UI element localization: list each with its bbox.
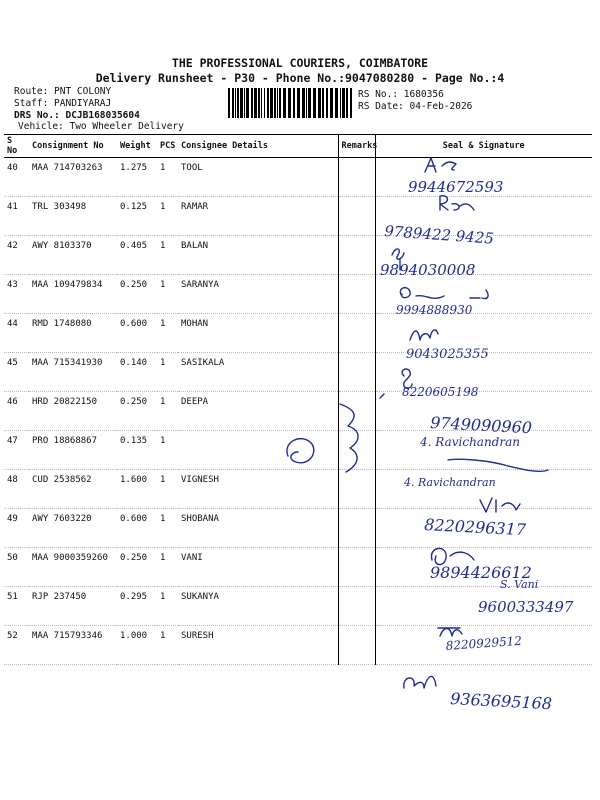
cell-signature xyxy=(375,431,592,470)
handwritten-phone: 9894426612 xyxy=(430,563,532,582)
barcode-bar xyxy=(308,88,311,118)
barcode-bar xyxy=(264,88,265,118)
runsheet-subtitle: Delivery Runsheet - P30 - Phone No.:9047080280 - Page No.:4 xyxy=(95,71,505,85)
barcode-bar xyxy=(258,88,260,118)
cell-remarks xyxy=(338,236,375,275)
cell-sno: 49 xyxy=(4,509,29,548)
table-row xyxy=(4,275,592,314)
barcode-bar xyxy=(342,88,345,118)
cell-weight: 0.250 xyxy=(117,548,157,587)
handwritten-phone: 8220605198 xyxy=(402,385,479,399)
cell-remarks xyxy=(338,470,375,509)
cell-weight: 0.135 xyxy=(117,431,157,470)
cell-pcs: 1 xyxy=(157,275,178,314)
barcode-bar xyxy=(326,88,328,118)
table-row xyxy=(4,353,592,392)
barcode-bar xyxy=(254,88,257,118)
cell-weight: 0.140 xyxy=(117,353,157,392)
col-signature: Seal & Signature xyxy=(375,135,592,158)
cell-signature xyxy=(375,275,592,314)
route-label: Route: PNT COLONY xyxy=(14,86,112,97)
handwritten-phone: 9944672593 xyxy=(408,178,504,196)
table-row xyxy=(4,197,592,236)
barcode-bar xyxy=(335,88,338,118)
table-row xyxy=(4,158,592,197)
cell-weight: 0.250 xyxy=(117,275,157,314)
rs-date: RS Date: 04-Feb-2026 xyxy=(358,101,473,112)
barcode-bar xyxy=(350,88,352,118)
vehicle-label: Vehicle: Two Wheeler Delivery xyxy=(18,121,184,132)
barcode-image xyxy=(228,88,354,118)
cell-consignment: AWY 7603220 xyxy=(29,509,117,548)
cell-pcs: 1 xyxy=(157,158,178,197)
cell-weight: 0.250 xyxy=(117,392,157,431)
col-remarks: Remarks xyxy=(338,135,375,158)
cell-remarks xyxy=(338,197,375,236)
cell-signature xyxy=(375,509,592,548)
cell-consignee: DEEPA xyxy=(178,392,338,431)
cell-sno: 46 xyxy=(4,392,29,431)
cell-consignee: VANI xyxy=(178,548,338,587)
handwritten-phone: 9994888930 xyxy=(396,303,473,317)
cell-signature xyxy=(375,236,592,275)
cell-signature xyxy=(375,197,592,236)
barcode-bar xyxy=(232,88,234,118)
barcode-bar xyxy=(322,88,324,118)
cell-sno: 45 xyxy=(4,353,29,392)
signature-mark xyxy=(404,676,436,688)
barcode-bar xyxy=(228,88,230,118)
cell-weight: 1.600 xyxy=(117,470,157,509)
table-row xyxy=(4,548,592,587)
table-row xyxy=(4,509,592,548)
col-pcs: PCS xyxy=(157,135,178,158)
cell-consignment: TRL 303498 xyxy=(29,197,117,236)
barcode-bar xyxy=(235,88,236,118)
cell-consignee: BALAN xyxy=(178,236,338,275)
drs-number: DRS No.: DCJB168035604 xyxy=(14,110,140,121)
barcode-bar xyxy=(240,88,243,118)
handwritten-phone: 9600333497 xyxy=(478,598,574,616)
barcode-bar xyxy=(270,88,273,118)
cell-signature xyxy=(375,314,592,353)
barcode-bar xyxy=(244,88,245,118)
barcode-bar xyxy=(302,88,305,118)
cell-consignee xyxy=(178,431,338,470)
handwritten-name: 4. Ravichandran xyxy=(404,476,496,489)
cell-pcs: 1 xyxy=(157,314,178,353)
runsheet-table xyxy=(4,134,592,665)
cell-weight: 0.600 xyxy=(117,509,157,548)
table-header-row xyxy=(4,135,592,158)
cell-sno: 48 xyxy=(4,470,29,509)
cell-sno: 51 xyxy=(4,587,29,626)
cell-signature xyxy=(375,626,592,665)
handwritten-phone: 9789422 9425 xyxy=(383,222,495,248)
table-row xyxy=(4,431,592,470)
barcode-bar xyxy=(251,88,253,118)
cell-remarks xyxy=(338,587,375,626)
barcode-bar xyxy=(279,88,281,118)
cell-consignee: SASIKALA xyxy=(178,353,338,392)
col-weight: Weight xyxy=(117,135,157,158)
cell-consignee: VIGNESH xyxy=(178,470,338,509)
cell-sno: 43 xyxy=(4,275,29,314)
barcode-bar xyxy=(274,88,276,118)
cell-pcs: 1 xyxy=(157,236,178,275)
cell-remarks xyxy=(338,314,375,353)
cell-consignment: MAA 9000359260 xyxy=(29,548,117,587)
cell-pcs: 1 xyxy=(157,353,178,392)
rs-number: RS No.: 1680356 xyxy=(358,89,444,100)
cell-consignment: MAA 715793346 xyxy=(29,626,117,665)
barcode-bar xyxy=(318,88,321,118)
cell-consignment: PRO 18868867 xyxy=(29,431,117,470)
cell-consignment: CUD 2538562 xyxy=(29,470,117,509)
handwritten-phone: 9043025355 xyxy=(406,347,489,362)
cell-signature xyxy=(375,548,592,587)
cell-sno: 41 xyxy=(4,197,29,236)
cell-pcs: 1 xyxy=(157,197,178,236)
cell-consignee: SUKANYA xyxy=(178,587,338,626)
cell-weight: 0.125 xyxy=(117,197,157,236)
cell-remarks xyxy=(338,626,375,665)
barcode-bar xyxy=(267,88,269,118)
cell-pcs: 1 xyxy=(157,626,178,665)
cell-pcs: 1 xyxy=(157,587,178,626)
table-row xyxy=(4,470,592,509)
cell-sno: 50 xyxy=(4,548,29,587)
cell-consignee: SHOBANA xyxy=(178,509,338,548)
cell-remarks xyxy=(338,353,375,392)
cell-weight: 0.295 xyxy=(117,587,157,626)
barcode-bar xyxy=(340,88,341,118)
cell-pcs: 1 xyxy=(157,392,178,431)
cell-signature xyxy=(375,470,592,509)
handwritten-phone: 8220929512 xyxy=(445,633,523,653)
col-consignment: Consignment No xyxy=(29,135,117,158)
table-row xyxy=(4,314,592,353)
handwritten-name: 4. Ravichandran xyxy=(420,435,520,449)
cell-remarks xyxy=(338,548,375,587)
cell-consignee: TOOL xyxy=(178,158,338,197)
barcode-bar xyxy=(293,88,295,118)
barcode-bar xyxy=(313,88,316,118)
cell-sno: 40 xyxy=(4,158,29,197)
cell-consignee: SARANYA xyxy=(178,275,338,314)
cell-consignee: MOHAN xyxy=(178,314,338,353)
cell-weight: 1.275 xyxy=(117,158,157,197)
cell-weight: 0.600 xyxy=(117,314,157,353)
cell-sno: 47 xyxy=(4,431,29,470)
barcode-bar xyxy=(288,88,291,118)
table-row xyxy=(4,587,592,626)
cell-remarks xyxy=(338,509,375,548)
cell-remarks xyxy=(338,158,375,197)
table-row xyxy=(4,236,592,275)
cell-consignment: MAA 715341930 xyxy=(29,353,117,392)
barcode-bar xyxy=(277,88,278,118)
cell-sno: 44 xyxy=(4,314,29,353)
handwritten-phone: 9749090960 xyxy=(429,413,533,438)
cell-consignment: RMD 1748080 xyxy=(29,314,117,353)
cell-consignment: AWY 8103370 xyxy=(29,236,117,275)
barcode-bar xyxy=(237,88,239,118)
cell-pcs: 1 xyxy=(157,470,178,509)
cell-remarks xyxy=(338,275,375,314)
cell-signature xyxy=(375,587,592,626)
barcode-bar xyxy=(346,88,348,118)
cell-signature xyxy=(375,392,592,431)
cell-signature xyxy=(375,158,592,197)
handwritten-phone: 9894030008 xyxy=(380,261,476,279)
col-sno: S No xyxy=(4,135,29,158)
handwritten-phone: 8220296317 xyxy=(423,515,527,540)
cell-pcs: 1 xyxy=(157,548,178,587)
barcode-bar xyxy=(330,88,333,118)
barcode-bar xyxy=(261,88,262,118)
barcode-bar xyxy=(306,88,307,118)
cell-consignment: RJP 237450 xyxy=(29,587,117,626)
cell-pcs: 1 xyxy=(157,509,178,548)
barcode-bar xyxy=(297,88,300,118)
cell-consignment: MAA 109479834 xyxy=(29,275,117,314)
cell-consignment: MAA 714703263 xyxy=(29,158,117,197)
cell-consignment: HRD 20822150 xyxy=(29,392,117,431)
handwritten-phone: 9363695168 xyxy=(449,689,553,714)
col-consignee: Consignee Details xyxy=(178,135,338,158)
table-row xyxy=(4,392,592,431)
cell-consignee: RAMAR xyxy=(178,197,338,236)
cell-weight: 1.000 xyxy=(117,626,157,665)
cell-weight: 0.405 xyxy=(117,236,157,275)
cell-pcs: 1 xyxy=(157,431,178,470)
cell-consignee: SURESH xyxy=(178,626,338,665)
cell-remarks xyxy=(338,392,375,431)
cell-sno: 42 xyxy=(4,236,29,275)
handwritten-name: S. Vani xyxy=(500,578,539,591)
barcode-bar xyxy=(246,88,249,118)
cell-signature xyxy=(375,353,592,392)
barcode-bar xyxy=(283,88,286,118)
table-row xyxy=(4,626,592,665)
cell-sno: 52 xyxy=(4,626,29,665)
cell-remarks xyxy=(338,431,375,470)
company-title: THE PROFESSIONAL COURIERS, COIMBATORE xyxy=(171,56,429,70)
staff-label: Staff: PANDIYARAJ xyxy=(14,98,112,109)
